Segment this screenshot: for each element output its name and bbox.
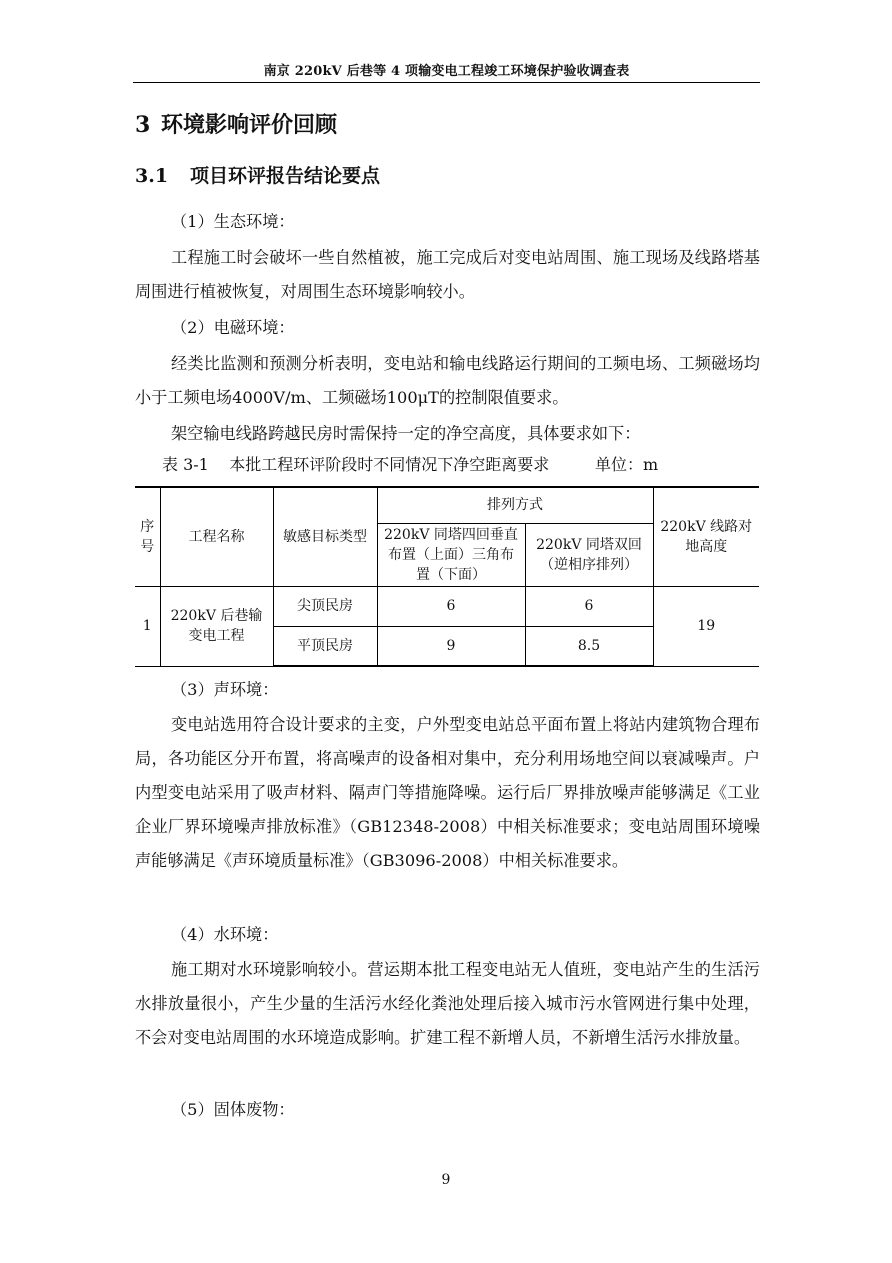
- cell-seq: 1: [135, 586, 160, 666]
- section-title: 环境影响评价回顾: [161, 112, 338, 138]
- subsection-heading: [135, 161, 380, 188]
- header-col-b: 220kV 同塔双回（逆相序排列）: [525, 523, 653, 586]
- running-header: 南京 220kV 后巷等 4 项输变电工程竣工环境保护验收调查表: [263, 64, 630, 79]
- cell-height: 19: [653, 586, 759, 666]
- cell-a: 9: [377, 626, 525, 666]
- water-paragraph: 施工期对水环境影响较小。营运期本批工程变电站无人值班，变电站产生的生活污水排放量很小，产生少量的生活污水经化粪池处理后接入城市污水管网进行集中处理，不会对变电站周围的水环境造成影响。扩建工程不新增人员，不新增生活污水排放量。: [135, 960, 760, 1047]
- cell-target: 平顶民房: [273, 626, 377, 666]
- section-number: 3: [135, 112, 151, 138]
- water-heading: （4）水环境：: [171, 925, 279, 944]
- solid-waste-heading: （5）固体废物：: [171, 1100, 295, 1119]
- eco-paragraph: 工程施工时会破坏一些自然植被，施工完成后对变电站周围、施工现场及线路塔基周围进行植被恢复，对周围生态环境影响较小。: [135, 248, 760, 301]
- subsection-number: 3.1: [135, 165, 169, 187]
- header-height: 220kV 线路对地高度: [653, 487, 759, 586]
- cell-project: 220kV 后巷输变电工程: [160, 586, 273, 666]
- header-seq: 序号: [135, 487, 160, 586]
- cell-b: 8.5: [525, 626, 653, 666]
- section-heading: [135, 108, 337, 139]
- page-number: 9: [441, 1172, 451, 1188]
- noise-paragraph: 变电站选用符合设计要求的主变，户外型变电站总平面布置上将站内建筑物合理布局，各功能区分开布置，将高噪声的设备相对集中，充分利用场地空间以衰减噪声。户内型变电站采用了吸声材料、隔声门等措施降噪。运行后厂界排放噪声能够满足《工业企业厂界环境噪声排放标准》（GB12348-2008）中相关标准要求；变电站周围环境噪声能够满足《声环境质量标准》（GB3096-2008）中相关标准要求。: [135, 715, 760, 870]
- cell-a: 6: [377, 586, 525, 626]
- header-project: 工程名称: [160, 487, 273, 586]
- header-arrangement: 排列方式: [377, 487, 653, 523]
- subsection-title: 项目环评报告结论要点: [190, 165, 381, 187]
- em-paragraph: 经类比监测和预测分析表明，变电站和输电线路运行期间的工频电场、工频磁场均小于工频电场4000V/m、工频磁场100μT的控制限值要求。: [135, 354, 760, 407]
- clearance-table: [135, 486, 759, 667]
- eco-heading: （1）生态环境：: [171, 212, 295, 231]
- header-rule: [133, 82, 760, 83]
- em-paragraph-2: 架空输电线路跨越民房时需保持一定的净空高度，具体要求如下：: [171, 424, 641, 443]
- cell-target: 尖顶民房: [273, 586, 377, 626]
- header-col-a: 220kV 同塔四回垂直布置（上面）三角布置（下面）: [377, 523, 525, 586]
- em-heading: （2）电磁环境：: [171, 318, 295, 337]
- noise-heading: （3）声环境：: [171, 680, 279, 699]
- header-target: 敏感目标类型: [273, 487, 377, 586]
- table-caption: 表 3-1 本批工程环评阶段时不同情况下净空距离要求 单位：m: [162, 455, 659, 474]
- cell-b: 6: [525, 586, 653, 626]
